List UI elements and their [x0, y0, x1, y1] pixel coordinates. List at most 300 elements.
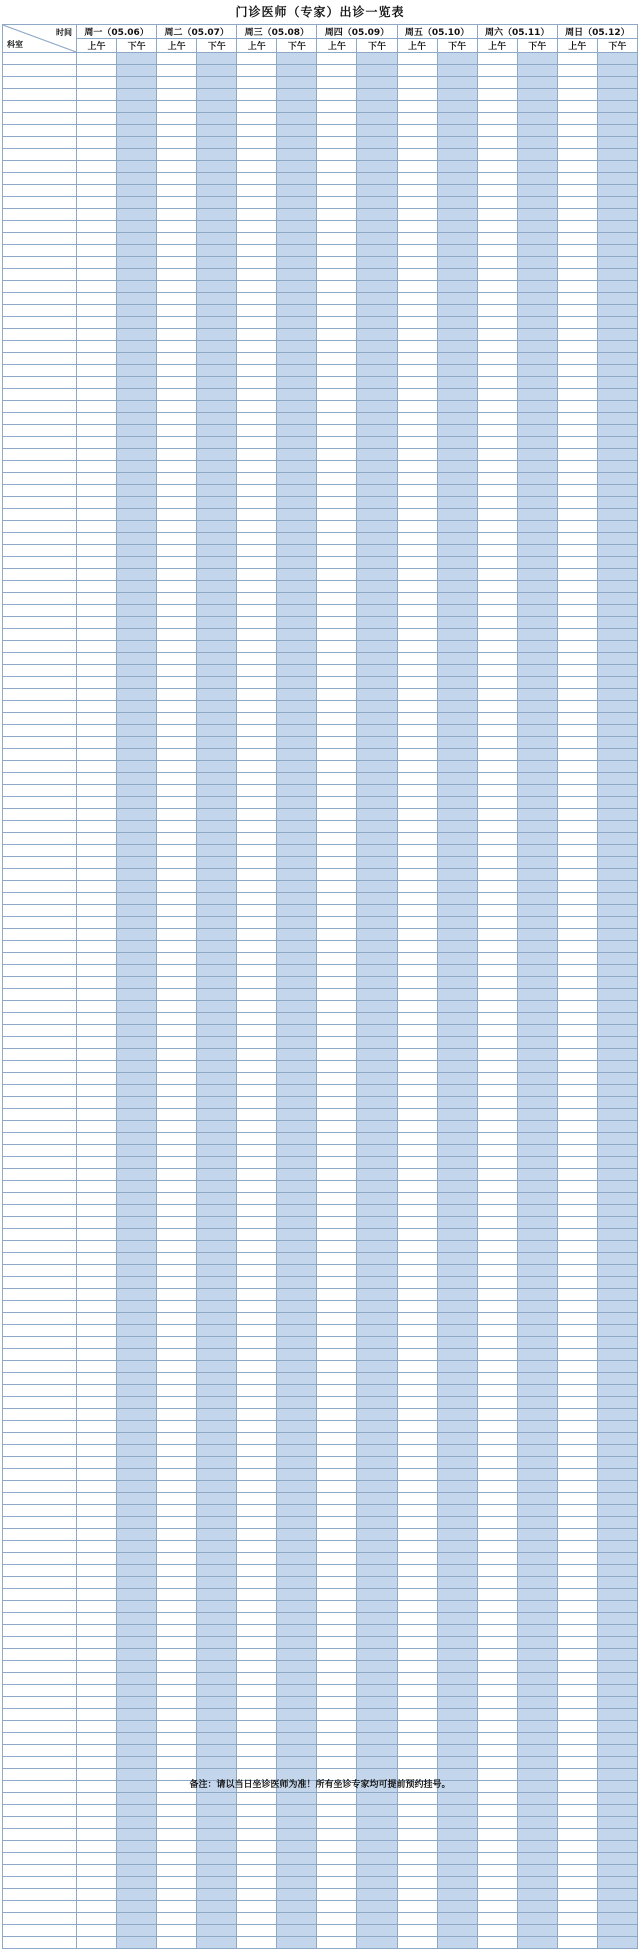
afternoon-cell — [517, 1121, 557, 1133]
afternoon-cell — [517, 1685, 557, 1697]
department-cell — [3, 1013, 77, 1025]
morning-cell — [477, 593, 517, 605]
morning-cell — [77, 389, 117, 401]
morning-cell — [477, 365, 517, 377]
afternoon-cell — [277, 497, 317, 509]
afternoon-cell — [197, 485, 237, 497]
morning-cell — [77, 641, 117, 653]
morning-cell — [557, 1853, 597, 1865]
afternoon-cell — [197, 281, 237, 293]
morning-cell — [557, 1829, 597, 1841]
morning-cell — [157, 77, 197, 89]
afternoon-cell — [197, 1109, 237, 1121]
morning-cell — [557, 161, 597, 173]
afternoon-cell — [437, 1301, 477, 1313]
morning-cell — [397, 1181, 437, 1193]
afternoon-cell — [357, 1361, 397, 1373]
afternoon-cell — [197, 713, 237, 725]
table-row — [3, 521, 638, 533]
afternoon-cell — [437, 1577, 477, 1589]
table-row — [3, 1829, 638, 1841]
morning-cell — [317, 1481, 357, 1493]
afternoon-cell — [277, 1505, 317, 1517]
afternoon-cell — [277, 785, 317, 797]
morning-cell — [157, 1097, 197, 1109]
morning-cell — [477, 497, 517, 509]
afternoon-cell — [197, 881, 237, 893]
afternoon-cell — [437, 197, 477, 209]
morning-cell — [157, 509, 197, 521]
afternoon-cell — [197, 1565, 237, 1577]
department-cell — [3, 845, 77, 857]
afternoon-cell — [277, 581, 317, 593]
table-row — [3, 1265, 638, 1277]
afternoon-cell — [597, 269, 637, 281]
afternoon-cell — [437, 1889, 477, 1901]
department-cell — [3, 1193, 77, 1205]
table-row — [3, 773, 638, 785]
morning-cell — [237, 1889, 277, 1901]
department-cell — [3, 545, 77, 557]
afternoon-cell — [517, 1241, 557, 1253]
morning-cell — [317, 257, 357, 269]
afternoon-cell — [117, 1601, 157, 1613]
morning-cell — [477, 1637, 517, 1649]
department-cell — [3, 1121, 77, 1133]
afternoon-cell — [197, 293, 237, 305]
table-row — [3, 413, 638, 425]
morning-cell — [77, 113, 117, 125]
afternoon-cell — [437, 1817, 477, 1829]
afternoon-cell — [277, 137, 317, 149]
morning-cell — [77, 1925, 117, 1937]
morning-cell — [317, 617, 357, 629]
afternoon-cell — [437, 149, 477, 161]
morning-cell — [557, 1337, 597, 1349]
department-cell — [3, 1265, 77, 1277]
morning-cell — [477, 1541, 517, 1553]
afternoon-cell — [357, 461, 397, 473]
morning-cell — [397, 1649, 437, 1661]
morning-cell — [317, 1685, 357, 1697]
afternoon-cell — [437, 485, 477, 497]
morning-cell — [557, 1541, 597, 1553]
afternoon-cell — [437, 425, 477, 437]
table-row — [3, 377, 638, 389]
morning-cell — [317, 1205, 357, 1217]
afternoon-cell — [357, 1937, 397, 1949]
afternoon-cell — [597, 857, 637, 869]
morning-cell — [237, 1133, 277, 1145]
afternoon-cell — [357, 1169, 397, 1181]
afternoon-cell — [277, 1073, 317, 1085]
afternoon-cell — [517, 545, 557, 557]
afternoon-cell — [597, 389, 637, 401]
department-cell — [3, 497, 77, 509]
afternoon-cell — [277, 1817, 317, 1829]
table-row — [3, 941, 638, 953]
afternoon-cell — [517, 1901, 557, 1913]
morning-cell — [397, 773, 437, 785]
afternoon-cell — [437, 1217, 477, 1229]
afternoon-cell — [517, 1493, 557, 1505]
afternoon-cell — [277, 1733, 317, 1745]
afternoon-cell — [437, 749, 477, 761]
afternoon-cell — [597, 425, 637, 437]
morning-cell — [557, 1049, 597, 1061]
afternoon-cell — [117, 1061, 157, 1073]
morning-cell — [77, 1001, 117, 1013]
morning-cell — [237, 1061, 277, 1073]
morning-cell — [317, 989, 357, 1001]
afternoon-cell — [277, 749, 317, 761]
morning-cell — [557, 197, 597, 209]
table-row — [3, 401, 638, 413]
morning-cell — [397, 341, 437, 353]
table-row — [3, 701, 638, 713]
table-row — [3, 857, 638, 869]
morning-cell — [477, 989, 517, 1001]
afternoon-cell — [117, 221, 157, 233]
morning-cell — [397, 821, 437, 833]
afternoon-cell — [437, 1685, 477, 1697]
morning-cell — [237, 1241, 277, 1253]
afternoon-cell — [357, 1541, 397, 1553]
morning-cell — [237, 1109, 277, 1121]
morning-cell — [397, 53, 437, 65]
morning-cell — [397, 1145, 437, 1157]
afternoon-cell — [437, 557, 477, 569]
afternoon-cell — [357, 1601, 397, 1613]
morning-cell — [77, 1409, 117, 1421]
afternoon-cell — [597, 797, 637, 809]
afternoon-cell — [357, 137, 397, 149]
table-row — [3, 509, 638, 521]
morning-cell — [237, 461, 277, 473]
morning-cell — [557, 173, 597, 185]
afternoon-cell — [277, 725, 317, 737]
morning-cell — [557, 413, 597, 425]
afternoon-cell — [197, 1685, 237, 1697]
morning-cell — [157, 869, 197, 881]
afternoon-cell — [117, 1829, 157, 1841]
table-row — [3, 1937, 638, 1949]
morning-cell — [157, 473, 197, 485]
afternoon-cell — [437, 845, 477, 857]
table-row — [3, 1805, 638, 1817]
morning-cell — [237, 1265, 277, 1277]
afternoon-cell — [437, 653, 477, 665]
morning-cell — [477, 1409, 517, 1421]
afternoon-cell — [277, 1301, 317, 1313]
morning-cell — [397, 1313, 437, 1325]
department-cell — [3, 1601, 77, 1613]
morning-cell — [557, 377, 597, 389]
morning-cell — [477, 449, 517, 461]
table-row — [3, 953, 638, 965]
afternoon-cell — [517, 353, 557, 365]
table-row — [3, 113, 638, 125]
morning-cell — [237, 1589, 277, 1601]
morning-cell — [557, 893, 597, 905]
afternoon-cell — [517, 1445, 557, 1457]
morning-cell — [477, 1469, 517, 1481]
afternoon-cell — [117, 821, 157, 833]
table-row — [3, 245, 638, 257]
afternoon-cell — [437, 1325, 477, 1337]
morning-cell — [397, 1397, 437, 1409]
morning-cell — [77, 821, 117, 833]
afternoon-cell — [517, 929, 557, 941]
morning-cell — [237, 1733, 277, 1745]
morning-cell — [237, 1397, 277, 1409]
afternoon-cell — [277, 1181, 317, 1193]
afternoon-cell — [597, 545, 637, 557]
morning-cell — [237, 773, 277, 785]
afternoon-cell — [117, 917, 157, 929]
afternoon-cell — [437, 1937, 477, 1949]
afternoon-cell — [437, 1553, 477, 1565]
morning-cell — [477, 1013, 517, 1025]
morning-cell — [157, 185, 197, 197]
table-row — [3, 437, 638, 449]
morning-cell — [317, 797, 357, 809]
morning-cell — [477, 113, 517, 125]
morning-cell — [77, 77, 117, 89]
afternoon-cell — [277, 965, 317, 977]
morning-cell — [477, 1829, 517, 1841]
morning-cell — [317, 569, 357, 581]
morning-cell — [397, 569, 437, 581]
morning-cell — [237, 329, 277, 341]
afternoon-cell — [197, 1289, 237, 1301]
afternoon-cell — [517, 425, 557, 437]
morning-cell — [77, 1421, 117, 1433]
morning-cell — [77, 1505, 117, 1517]
morning-cell — [397, 1121, 437, 1133]
afternoon-cell — [517, 1709, 557, 1721]
morning-cell — [477, 1217, 517, 1229]
afternoon-cell — [597, 1697, 637, 1709]
morning-cell — [477, 1385, 517, 1397]
afternoon-cell — [277, 1289, 317, 1301]
afternoon-cell — [517, 1721, 557, 1733]
table-row — [3, 197, 638, 209]
afternoon-cell — [597, 689, 637, 701]
afternoon-cell — [117, 125, 157, 137]
table-row — [3, 1157, 638, 1169]
morning-cell — [237, 401, 277, 413]
morning-cell — [477, 53, 517, 65]
afternoon-cell — [117, 1541, 157, 1553]
afternoon-cell — [117, 473, 157, 485]
morning-cell — [77, 1853, 117, 1865]
morning-cell — [477, 905, 517, 917]
afternoon-cell — [437, 1397, 477, 1409]
afternoon-cell — [357, 737, 397, 749]
afternoon-cell — [117, 689, 157, 701]
morning-cell — [157, 1073, 197, 1085]
morning-cell — [397, 89, 437, 101]
morning-cell — [77, 1433, 117, 1445]
afternoon-cell — [517, 1517, 557, 1529]
afternoon-cell — [357, 1025, 397, 1037]
afternoon-cell — [277, 53, 317, 65]
morning-cell — [397, 1337, 437, 1349]
afternoon-cell — [277, 77, 317, 89]
afternoon-cell — [357, 1685, 397, 1697]
afternoon-cell — [597, 353, 637, 365]
morning-cell — [477, 221, 517, 233]
morning-cell — [77, 89, 117, 101]
table-row — [3, 269, 638, 281]
department-cell — [3, 929, 77, 941]
morning-cell — [557, 1925, 597, 1937]
afternoon-cell — [437, 1241, 477, 1253]
afternoon-cell — [437, 1061, 477, 1073]
afternoon-cell — [597, 1565, 637, 1577]
department-cell — [3, 1277, 77, 1289]
morning-cell — [397, 1301, 437, 1313]
afternoon-cell — [357, 713, 397, 725]
department-cell — [3, 1313, 77, 1325]
morning-cell — [397, 701, 437, 713]
morning-cell — [477, 797, 517, 809]
afternoon-cell — [277, 1157, 317, 1169]
morning-cell — [237, 761, 277, 773]
afternoon-cell — [277, 1889, 317, 1901]
afternoon-cell — [197, 1277, 237, 1289]
morning-cell — [477, 1841, 517, 1853]
department-cell — [3, 1325, 77, 1337]
morning-cell — [237, 1649, 277, 1661]
morning-cell — [397, 1565, 437, 1577]
afternoon-cell — [277, 689, 317, 701]
afternoon-cell — [117, 89, 157, 101]
morning-cell — [557, 485, 597, 497]
morning-cell — [317, 1229, 357, 1241]
afternoon-cell — [117, 1121, 157, 1133]
morning-cell — [77, 977, 117, 989]
afternoon-cell — [357, 581, 397, 593]
morning-cell — [557, 1673, 597, 1685]
afternoon-cell — [117, 173, 157, 185]
afternoon-cell — [437, 1829, 477, 1841]
morning-cell — [317, 269, 357, 281]
morning-cell — [477, 329, 517, 341]
afternoon-cell — [517, 1625, 557, 1637]
table-row — [3, 1145, 638, 1157]
afternoon-cell — [517, 569, 557, 581]
morning-cell — [157, 857, 197, 869]
morning-cell — [237, 1433, 277, 1445]
afternoon-cell — [357, 1313, 397, 1325]
afternoon-cell — [437, 1481, 477, 1493]
morning-cell — [557, 1793, 597, 1805]
morning-cell — [557, 1433, 597, 1445]
afternoon-cell — [277, 1049, 317, 1061]
morning-cell — [557, 605, 597, 617]
morning-cell — [557, 869, 597, 881]
morning-cell — [237, 437, 277, 449]
morning-cell — [557, 809, 597, 821]
morning-cell — [157, 833, 197, 845]
morning-cell — [237, 1385, 277, 1397]
afternoon-cell — [437, 1865, 477, 1877]
afternoon-cell — [197, 1793, 237, 1805]
afternoon-cell — [437, 677, 477, 689]
table-row — [3, 869, 638, 881]
morning-cell — [397, 1589, 437, 1601]
afternoon-cell — [277, 233, 317, 245]
afternoon-cell — [517, 869, 557, 881]
afternoon-cell — [277, 473, 317, 485]
morning-cell — [477, 293, 517, 305]
afternoon-cell — [517, 221, 557, 233]
afternoon-cell — [437, 221, 477, 233]
department-cell — [3, 725, 77, 737]
afternoon-cell — [357, 1061, 397, 1073]
afternoon-cell — [517, 1085, 557, 1097]
afternoon-cell — [117, 53, 157, 65]
afternoon-cell — [437, 1625, 477, 1637]
morning-cell — [237, 869, 277, 881]
morning-cell — [157, 1157, 197, 1169]
afternoon-cell — [117, 101, 157, 113]
afternoon-header: 下午 — [597, 39, 637, 53]
afternoon-cell — [517, 653, 557, 665]
morning-cell — [157, 629, 197, 641]
morning-cell — [237, 701, 277, 713]
morning-cell — [477, 89, 517, 101]
morning-cell — [557, 1865, 597, 1877]
afternoon-cell — [277, 1757, 317, 1769]
afternoon-cell — [597, 281, 637, 293]
morning-cell — [237, 1469, 277, 1481]
morning-cell — [477, 941, 517, 953]
department-cell — [3, 1421, 77, 1433]
morning-cell — [397, 1577, 437, 1589]
afternoon-cell — [277, 665, 317, 677]
morning-cell — [317, 1145, 357, 1157]
morning-cell — [477, 1889, 517, 1901]
afternoon-cell — [197, 1601, 237, 1613]
morning-cell — [157, 725, 197, 737]
afternoon-cell — [597, 101, 637, 113]
morning-cell — [557, 1193, 597, 1205]
morning-cell — [157, 989, 197, 1001]
afternoon-cell — [197, 401, 237, 413]
morning-cell — [317, 1325, 357, 1337]
department-cell — [3, 1553, 77, 1565]
afternoon-cell — [197, 857, 237, 869]
department-cell — [3, 1493, 77, 1505]
morning-cell — [477, 341, 517, 353]
afternoon-cell — [597, 209, 637, 221]
table-row — [3, 713, 638, 725]
afternoon-cell — [517, 701, 557, 713]
afternoon-cell — [277, 905, 317, 917]
morning-cell — [477, 521, 517, 533]
table-row — [3, 1301, 638, 1313]
afternoon-cell — [357, 113, 397, 125]
department-cell — [3, 233, 77, 245]
morning-cell — [317, 437, 357, 449]
morning-cell — [397, 173, 437, 185]
afternoon-cell — [277, 1217, 317, 1229]
morning-cell — [397, 161, 437, 173]
morning-cell — [317, 869, 357, 881]
